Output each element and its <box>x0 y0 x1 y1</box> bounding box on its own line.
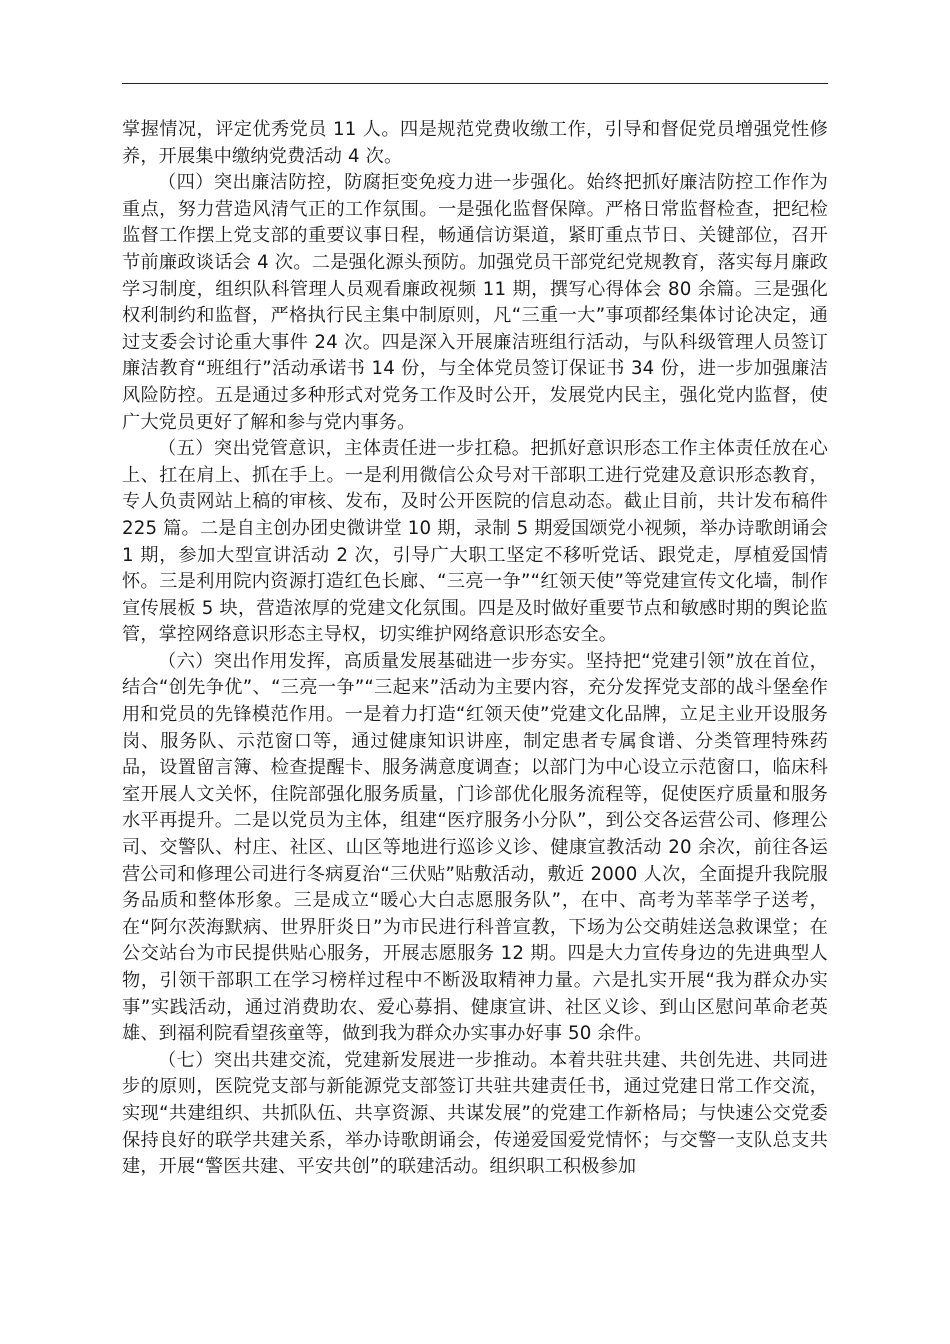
paragraph-section-4: （四）突出廉洁防控，防腐拒变免疫力进一步强化。始终把抓好廉洁防控工作作为重点，努力营造风清气正的工作氛围。一是强化监督保障。严格日常监督检查，把纪检监督工作摆上党支部的重要议事日程，畅通信访渠道，紧盯重点节日、关键部位，召开节前廉政谈话会 4 次。二是强化源头预防。加强党员干部党纪党规教育，落实每月廉政学习制度，组织队科管理人员观看廉政视频 11 期，撰写心得体会 80 余篇。三是强化权利制约和监督，严格执行民主集中制原则，凡“三重一大”事项都经集体讨论决定，通过支委会讨论重大事件 24 次。四是深入开展廉洁班组行活动，与队科级管理人员签订廉洁教育“班组行”活动承诺书 14 份，与全体党员签订保证书 34 份，进一步加强廉洁风险防控。五是通过多种形式对党务工作及时公开，发展党内民主，强化党内监督，使广大党员更好了解和参与党内事务。 <box>122 172 828 433</box>
header-rule <box>122 83 828 84</box>
paragraph-section-6: （六）突出作用发挥，高质量发展基础进一步夯实。坚持把“党建引领”放在首位，结合“创先争优”、“三亮一争”“三起来”活动为主要内容，充分发挥党支部的战斗堡垒作用和党员的先锋模范作用。一是着力打造“红领天使”党建文化品牌，立足主业开设服务岗、服务队、示范窗口等，通过健康知识讲座，制定患者专属食谱、分类管理特殊药品，设置留言簿、检查提醒卡、服务满意度调查；以部门为中心设立示范窗口，临床科室开展人文关怀，住院部强化服务质量，门诊部优化服务流程等，促使医疗质量和服务水平再提升。二是以党员为主体，组建“医疗服务小分队”，到公交各运营公司、修理公司、交警队、村庄、社区、山区等地进行巡诊义诊、健康宣教活动 20 余次，前往各运营公司和修理公司进行冬病夏治“三伏贴”贴敷活动，敷近 2000 人次，全面提升我院服务品质和整体形象。三是成立“暖心大白志愿服务队”，在中、高考为莘莘学子送考，在“阿尔茨海默病、世界肝炎日”为市民进行科普宣教，下场为公交萌娃送急救课堂；在公交站台为市民提供贴心服务，开展志愿服务 12 期。四是大力宣传身边的先进典型人物，引领干部职工在学习榜样过程中不断汲取精神力量。六是扎实开展“我为群众办实事”实践活动，通过消费助农、爱心募捐、健康宣讲、社区义诊、到山区慰问革命老英雄、到福利院看望孩童等，做到我为群众办实事办好事 50 余件。 <box>122 650 828 1045</box>
paragraph-section-7: （七）突出共建交流，党建新发展进一步推动。本着共驻共建、共创先进、共同进步的原则，医院党支部与新能源党支部签订共驻共建责任书，通过党建日常工作交流，实现“共建组织、共抓队伍、共享资源、共谋发展”的党建工作新格局；与快速公交党委保持良好的联学共建关系，举办诗歌朗诵会，传递爱国爱党情怀；与交警一支队总支共建，开展“警医共建、平安共创”的联建活动。组织职工积极参加 <box>122 1049 828 1178</box>
paragraph-section-5: （五）突出党管意识，主体责任进一步扛稳。把抓好意识形态工作主体责任放在心上、扛在肩上、抓在手上。一是利用微信公众号对干部职工进行党建及意识形态教育，专人负责网站上稿的审核、发布，及时公开医院的信息动态。截止目前，共计发布稿件 225 篇。二是自主创办团史微讲堂 10 期，录制 5 期爱国颂党小视频，举办诗歌朗诵会 1 期，参加大型宣讲活动 2 次，引导广大职工坚定不移听党话、跟党走，厚植爱国情怀。三是利用院内资源打造红色长廊、“三亮一争”“红领天使”等党建宣传文化墙，制作宣传展板 5 块，营造浓厚的党建文化氛围。四是及时做好重要节点和敏感时期的舆论监管，掌控网络意识形态主导权，切实维护网络意识形态安全。 <box>122 438 828 646</box>
paragraph-1: 掌握情况，评定优秀党员 11 人。四是规范党费收缴工作，引导和督促党员增强党性修养，开展集中缴纳党费活动 4 次。 <box>122 119 828 167</box>
document-body <box>122 117 828 1181</box>
